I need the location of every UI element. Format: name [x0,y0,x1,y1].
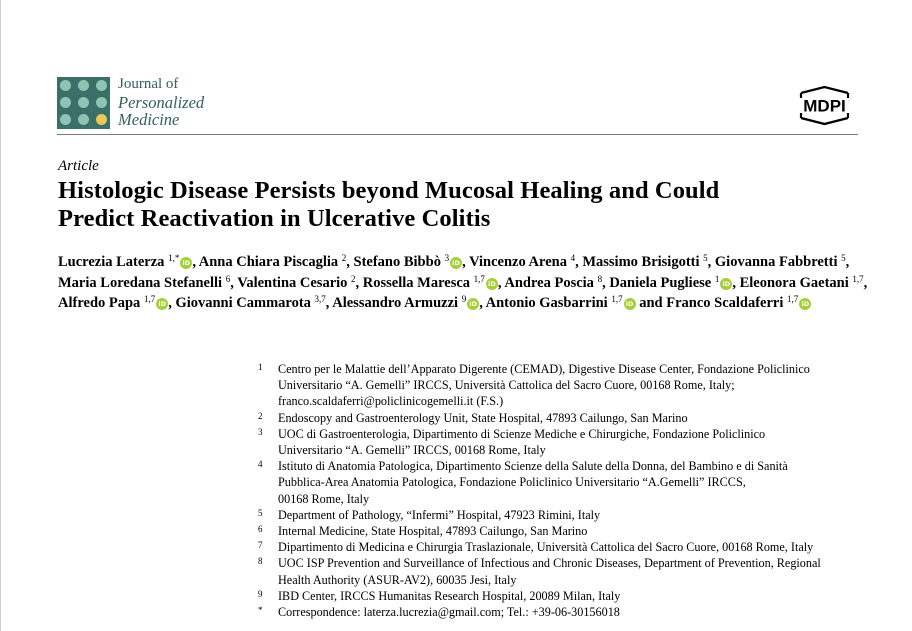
affiliation-item [258,458,878,507]
affiliation-ref: 3 [444,253,450,263]
affiliation-item [258,539,878,555]
title-line: Histologic Disease Persists beyond Mucosal Healing and Could [58,177,720,204]
author-name[interactable] [354,254,463,270]
affiliation-line: Universitario “A. Gemelli” IRCCS, Università Cattolica del Sacro Cuore, 00168 Rome, Italy; [278,378,735,393]
page-left-edge [0,0,1,631]
author-name-text: Rossella Maresca [362,274,471,291]
affiliation-ref: 4 [570,253,576,263]
affiliation-line: Department of Pathology, “Infermi” Hospital, 47923 Rimini, Italy [278,507,601,522]
affiliation-number: 4 [258,459,263,470]
affiliations-list [258,361,878,620]
author-name-text: Antonio Gasbarrini [485,295,608,311]
affiliation-ref: 1,7 [611,294,623,304]
affiliation-ref: 6 [225,273,231,284]
logo-dot [78,80,89,91]
affiliation-line: UOC di Gastroenterologia, Dipartimento di Scienze Mediche e Chirurgiche, Fondazione Policlinico [278,426,766,441]
affiliation-item [258,507,878,523]
affiliation-line: UOC ISP Prevention and Surveillance of Infectious and Chronic Diseases, Department of Prevention, Regional [278,556,821,571]
author-name[interactable] [332,295,479,311]
affiliation-line: Universitario “A. Gemelli” IRCCS, 00168 Rome, Italy [278,443,546,458]
affiliation-line: Internal Medicine, State Hospital, 47893 Cailungo, San Marino [278,524,588,539]
affiliation-item [258,361,878,410]
affiliation-ref: 8 [597,273,603,284]
author-name-text: Alfredo Papa [58,295,141,311]
orcid-icon[interactable]: iD [450,257,462,269]
affiliation-ref: 1,7 [787,294,799,304]
affiliation-item [258,555,878,587]
author-name-text: Massimo Brisigotti [582,254,700,270]
orcid-icon[interactable]: iD [624,298,636,310]
affiliation-number: 9 [258,588,263,599]
author-name[interactable] [715,254,846,270]
author-connector: and [639,295,663,311]
author-name[interactable] [363,275,498,291]
logo-dot [78,114,89,125]
author-name-text: Stefano Bibbò [353,254,441,270]
author-name[interactable] [609,275,732,291]
mdpi-logo-icon [792,86,857,126]
affiliation-ref: 1,* [168,253,180,263]
author-list: Lucrezia Laterza $^{1,*}$ iD , Anna Chiara Piscaglia $^2$, Stefano Bibbò $^3$ iD , Vincenzo Arena $^4$, Massimo Brisigotti $^5$, Giovanna Fabbretti $^5$, Maria Loredana Stefanelli $^6$, Valentina Cesario $^2$, Rossella Maresca $^{1,7}$ iD , Andrea Poscia $^8$, Daniela Pugliese $^1$ iD , Eleonora Gaetani $^{1,7}$, Alfredo Papa $^{1,7}$ iD , Giovanni Cammarota $^{3,7}$, Alessandro Armuzzi $^9$ iD , Antonio Gasbarrini $^{1,7}$ iD and Franco Scaldaferri $^{1,7}$ iD [58,253,868,311]
affiliation-ref: 5 [841,253,846,263]
author-name-text: Andrea Poscia [504,274,594,291]
logo-dot [96,97,107,108]
affiliation-number: 5 [258,507,263,518]
orcid-icon[interactable]: iD [720,278,732,290]
affiliation-number: 7 [258,540,263,551]
author-name-text: Valentina Cesario [237,274,348,291]
affiliation-line: Correspondence: laterza.lucrezia@gmail.com; Tel.: +39-06-30156018 [278,605,620,620]
affiliation-line: IBD Center, IRCCS Humanitas Research Hospital, 20089 Milan, Italy [278,588,621,603]
author-name[interactable] [469,254,575,270]
logo-dot [60,80,71,91]
logo-dot [60,97,71,108]
affiliation-number: 8 [258,556,263,567]
logo-dot [78,97,89,108]
affiliation-ref: 1,7 [143,294,156,304]
author-name-text: Anna Chiara Piscaglia [198,254,339,270]
author-name-text: Franco Scaldaferri [666,295,784,311]
author-name-text: Lucrezia Laterza [58,254,165,270]
affiliation-ref: 9 [461,294,467,304]
publisher-name: MDPI [803,96,846,116]
affiliation-ref: 3,7 [314,294,326,304]
logo-accent-dot [96,114,107,125]
author-name-text: Eleonora Gaetani [739,274,849,291]
affiliation-ref: 1 [714,273,720,284]
article-title [58,177,878,233]
author-name[interactable] [58,275,230,291]
orcid-icon[interactable]: iD [467,298,479,310]
affiliation-line: 00168 Rome, Italy [278,491,370,506]
affiliation-line: Endoscopy and Gastroenterology Unit, State Hospital, 47893 Cailungo, San Marino [278,410,688,425]
author-name[interactable] [175,295,325,311]
author-name-text: Giovanna Fabbretti [714,254,838,270]
author-name[interactable] [199,254,347,270]
affiliation-item [258,588,878,604]
affiliation-ref: 1,7 [852,273,864,284]
affiliation-line: Health Authority (ASUR-AV2), 60035 Jesi, Italy [278,572,517,587]
author-name-text: Daniela Pugliese [609,274,712,291]
logo-dot [60,114,71,125]
journal-name [118,76,204,129]
journal-name-line2: Personalized [118,92,205,112]
title-line: Predict Reactivation in Ulcerative Colitis [58,205,491,232]
logo-dot [96,80,107,91]
orcid-icon[interactable]: iD [156,298,168,310]
affiliation-number: 1 [258,362,263,372]
orcid-icon[interactable]: iD [180,257,192,269]
author-name-text: Maria Loredana Stefanelli [58,274,223,291]
affiliation-number: 6 [258,524,263,535]
affiliation-ref: 1,7 [473,273,485,284]
orcid-icon[interactable]: iD [486,278,498,290]
affiliation-number: 3 [258,426,263,437]
affiliation-item [258,523,878,539]
author-name[interactable] [740,275,864,291]
affiliation-number: 2 [258,410,263,421]
article-type: Article [58,158,99,174]
author-name[interactable] [58,254,192,270]
affiliation-ref: 5 [703,253,708,263]
affiliation-line: Pubblica-Area Anatomia Patologica, Fondazione Policlinico Universitario “A.Gemelli” IRCCS, [278,475,746,490]
affiliation-ref: 2 [341,253,347,263]
author-name[interactable] [666,295,811,311]
author-name-text: Alessandro Armuzzi [332,295,459,311]
affiliation-line: franco.scaldaferri@policlinicogemelli.it (F.S.) [278,394,504,409]
journal-name-line1: Journal of [118,76,179,92]
journal-name-line3: Medicine [118,110,180,129]
author-name-text: Vincenzo Arena [469,254,567,270]
author-name[interactable] [486,295,636,311]
author-name[interactable] [58,295,168,311]
affiliation-line: Istituto di Anatomia Patologica, Dipartimento Scienze della Salute della Donna, del Bambino e di Sanità [278,459,788,474]
author-name-text: Giovanni Cammarota [175,295,311,311]
journal-logo-icon [57,77,110,129]
author-name[interactable] [237,275,355,291]
header-divider [57,134,858,135]
affiliation-line: Centro per le Malattie dell’Apparato Digerente (CEMAD), Digestive Disease Center, Fondazione Policlinico [278,362,810,376]
author-name[interactable] [504,275,602,291]
author-name[interactable] [582,254,707,270]
affiliation-ref: 2 [351,273,356,284]
affiliation-item [258,410,878,426]
affiliation-item [258,604,878,620]
affiliation-item [258,426,878,458]
affiliation-number: * [258,605,263,616]
orcid-icon[interactable]: iD [799,298,811,310]
affiliation-line: Dipartimento di Medicina e Chirurgia Traslazionale, Università Cattolica del Sacro Cuore, 00168 Rome, Italy [278,540,814,555]
